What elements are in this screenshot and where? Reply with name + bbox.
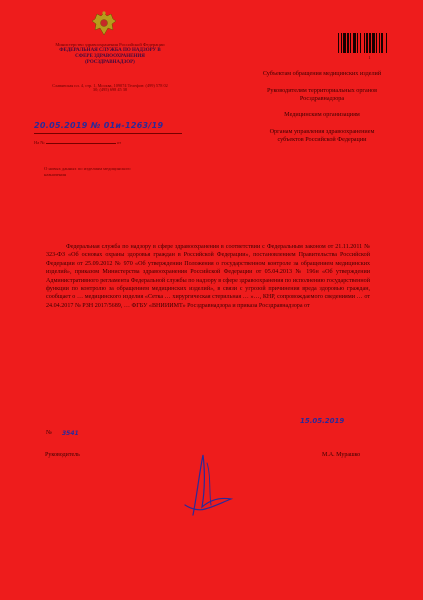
order-no-label: №	[46, 430, 52, 436]
ministry-name: Министерство здравоохранения Российской Федерации	[55, 42, 165, 47]
recipients-block	[257, 70, 387, 153]
na-blank	[46, 143, 116, 144]
recipient-4: Органам управления здравоохранением субъектов Российской Федерации	[269, 128, 375, 143]
agency-name: ФЕДЕРАЛЬНАЯ СЛУЖБА ПО НАДЗОРУ В СФЕРЕ ЗДРАВООХРАНЕНИЯ (РОСЗДРАВНАДЗОР)	[59, 48, 161, 65]
coat-of-arms-icon	[91, 10, 117, 38]
recipient-1: Субъектам обращения медицинских изделий	[262, 70, 382, 77]
signatory-name: М.А. Мурашко	[322, 452, 361, 458]
ot-label: от	[116, 140, 122, 145]
outgoing-underline	[34, 133, 182, 134]
recipient-2: Руководителям территориальных органов Росздравнадзора	[266, 86, 378, 102]
handwritten-signature-icon	[175, 445, 235, 525]
letter-body: Федеральная служба по надзору в сфере здравоохранения в соответствии с Федеральным законом от 21.11.2011 № 323-ФЗ «Об основах охраны здоровья граждан в Российской Федерации», постановлением Правительства Российской Федерации от 25.09.2012 № 970 «Об утверждении Положения о государственном контроле за обращением медицинских изделий», приказом Министерства здравоохранения Российской Федерации от 05.04.2013 № 196н «Об утверждении Административного регламента Федеральной службы по надзору в сфере здравоохранения по исполнению государственной функции по контролю за обращением медицинских изделий», в связи с угрозой причинения вреда здоровью граждан, сообщает о … медицинского изделия «Сетка … хирургическая стерильная … »…, КНР, сопровождаемого сведениями … от 24.04.2017 № РЗН 2017/5689, … ФГБУ «ВНИИИМТ» Росздравнадзора и приказа Росздравнадзора от	[46, 244, 370, 309]
signatory-role: Руководитель	[45, 452, 80, 458]
outgoing-number: 20.05.2019 № 01и-1263/19	[34, 121, 164, 130]
barcode-icon	[338, 33, 402, 53]
sender-block	[50, 42, 170, 93]
barcode-number: 1	[368, 55, 372, 60]
reference-line	[34, 140, 121, 145]
order-number-stamp: 3541	[62, 430, 79, 437]
agency-address: Славянская пл. 4, стр. 1, Москва, 109074 Телефон: (499) 578 02 30; (495) 698 45 38	[52, 82, 168, 93]
letter-subject: О новых данных по изделиям медицинского назначения	[44, 166, 131, 177]
recipient-3: Медицинским организациям	[284, 111, 360, 119]
na-label: На №	[34, 140, 45, 145]
order-date-stamp: 15.05.2019	[300, 417, 345, 425]
